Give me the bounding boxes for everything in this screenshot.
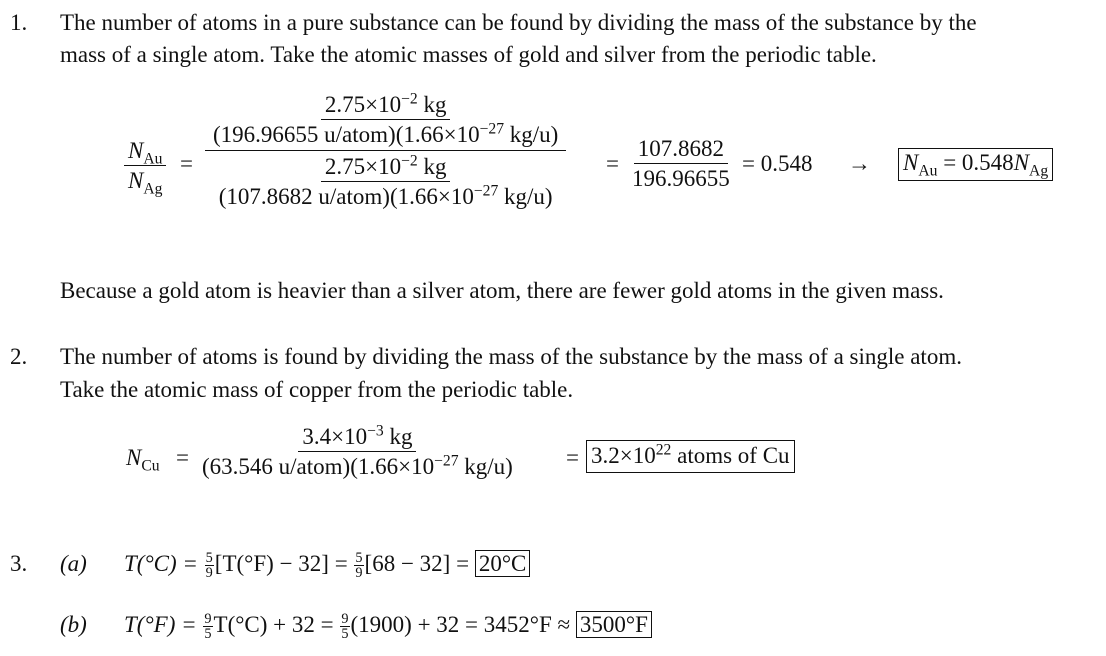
top-sub-fraction: $\frac{2.75\times 10^{-2} kg}{(196.96655 u/atom)(1.66\times 10^{-27} kg/u)}$ — [213, 90, 559, 148]
equals-sign-3: = — [176, 445, 189, 470]
problem-2-text-line1: The number of atoms is found by dividing the mass of the substance by the mass of a single atom. — [60, 344, 962, 369]
equals-sign: = — [180, 151, 193, 176]
lhs-sub-ag: Ag — [143, 181, 163, 199]
ncu-lhs: $N_{Cu}$ — [126, 445, 160, 475]
boxed-answer-2: $3.2\times 10^{22}$ atoms of Cu — [586, 440, 795, 473]
boxed-answer-3a: 20°C — [475, 550, 531, 577]
problem-1-text-line1: The number of atoms in a pure substance can be found by dividing the mass of the substance by the — [60, 10, 977, 35]
problem-1-conclusion: Because a gold atom is heavier than a silver atom, there are fewer gold atoms in the given mass. — [60, 278, 944, 303]
mass-ratio-fraction: $\frac{107.8682}{196.96655}$ — [632, 136, 730, 192]
lhs-sub-au: Au — [143, 150, 163, 168]
equals-sign-2: = — [606, 151, 619, 176]
problem-number-3: 3. — [10, 551, 28, 576]
part-b-equation: T(°F) = $\frac{9}{5}$ T(°C) + 32 = $\frac{9}{5}$ (1900) + 32 = 3452°F ≈ 3500°F — [124, 612, 652, 642]
ratio-result: = 0.548 — [742, 151, 813, 176]
bottom-sub-fraction: $\frac{2.75\times 10^{-2} kg}{(107.8682 u/atom)(1.66\times 10^{-27} kg/u)}$ — [218, 152, 553, 210]
copper-fraction: $3.4\times 10^{-3}$ kg (63.546 $u/atom)(1.66\times 10^{-27}$ kg/u) — [202, 422, 513, 480]
problem-number-2: 2. — [10, 344, 28, 369]
part-a-label: (a) — [60, 551, 87, 576]
ratio-lhs-fraction: $N_{Au}$ $N_{Ag}$ — [124, 138, 166, 195]
problem-number-1: 1. — [10, 10, 28, 35]
arrow-icon: → — [848, 151, 871, 176]
problem-2-text-line2: Take the atomic mass of copper from the periodic table. — [60, 377, 574, 402]
boxed-answer-3b: 3500°F — [576, 611, 652, 638]
equals-sign-4: = — [566, 445, 579, 470]
part-a-equation: T(°C) = $\frac{5}{9}$ [T(°F) − 32] = $\frac{5}{9}$ [68 − 32] = 20°C — [124, 551, 530, 581]
compound-fraction — [205, 92, 566, 211]
problem-1-text-line2: mass of a single atom. Take the atomic masses of gold and silver from the periodic table. — [60, 42, 877, 67]
boxed-answer-1: $N_{Au} = 0.548N_{Ag}$ — [898, 148, 1053, 181]
part-b-label: (b) — [60, 612, 87, 637]
